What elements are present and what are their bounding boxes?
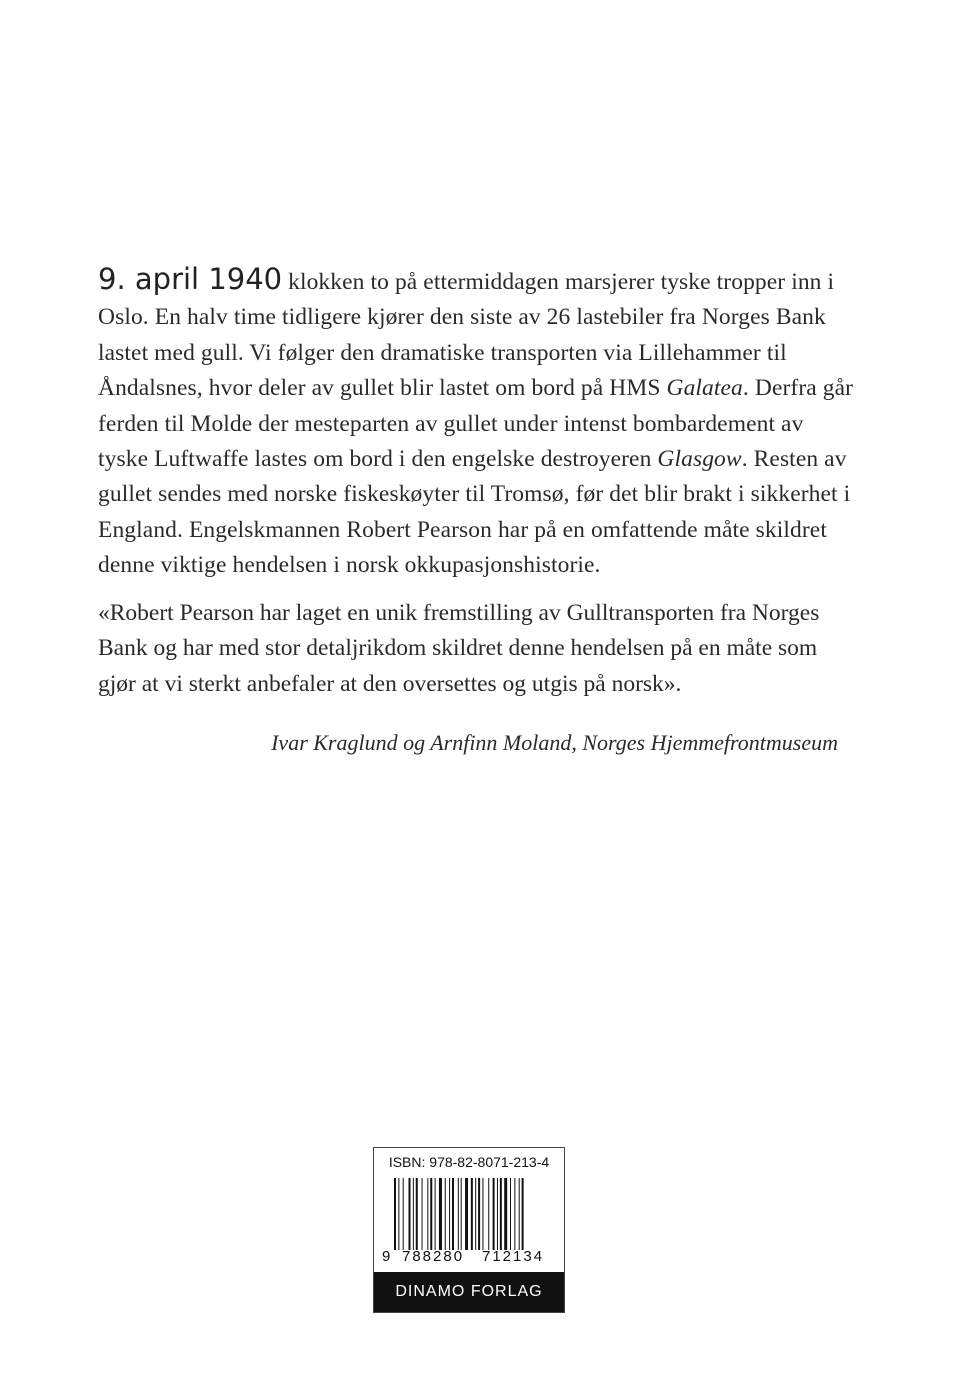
blurb-text-3: . Resten av gullet sendes med norske fiskeskøyter til Tromsø, før det blir brakt i sikkerhet i England. Engelskmannen Robert Pearson har på en omfattende måte skildret denne viktige hendelsen i norsk okkupasjonshistorie. bbox=[98, 446, 851, 579]
barcode-digits-left: 788280 bbox=[402, 1248, 465, 1265]
barcode-graphic bbox=[380, 1178, 558, 1250]
barcode-digits bbox=[380, 1248, 558, 1268]
cover-blurb bbox=[98, 262, 858, 584]
blurb-text-1: klokken to på ettermiddagen marsjerer tyske tropper inn i Oslo. En halv time tidligere kjører den siste av 26 lastebiler fra Norges Bank lastet med gull. Vi følger den dramatiske transporten via Lillehammer til Åndalsnes, hvor deler av gullet blir lastet om bord på HMS bbox=[98, 269, 835, 402]
ship-name-glasgow: Glasgow bbox=[657, 446, 742, 473]
barcode-digits-right: 712134 bbox=[482, 1248, 545, 1265]
blurb-paragraph bbox=[98, 262, 858, 584]
isbn-number: ISBN: 978-82-8071-213-4 bbox=[388, 1154, 550, 1170]
blurb-text-2: . Derfra går ferden til Molde der mesteparten av gullet under intenst bombardement av tyske Luftwaffe lastes om bord i den engelske destroyeren bbox=[98, 375, 854, 473]
review-quote bbox=[98, 596, 858, 702]
barcode-digit-first: 9 bbox=[382, 1248, 391, 1265]
quote-attribution: Ivar Kraglund og Arnfinn Moland, Norges Hjemmefrontmuseum bbox=[271, 730, 838, 755]
isbn-barcode-box bbox=[373, 1147, 565, 1313]
ship-name-galatea: Galatea bbox=[666, 375, 743, 402]
publisher-name: DINAMO FORLAG bbox=[374, 1272, 564, 1312]
quote-text: «Robert Pearson har laget en unik fremstilling av Gulltransporten fra Norges Bank og har med stor detaljrikdom skildret denne hendelsen på en måte som gjør at vi sterkt anbefaler at den oversettes og utgis på norsk». bbox=[98, 600, 820, 697]
lead-date: 9. april 1940 bbox=[98, 262, 283, 296]
